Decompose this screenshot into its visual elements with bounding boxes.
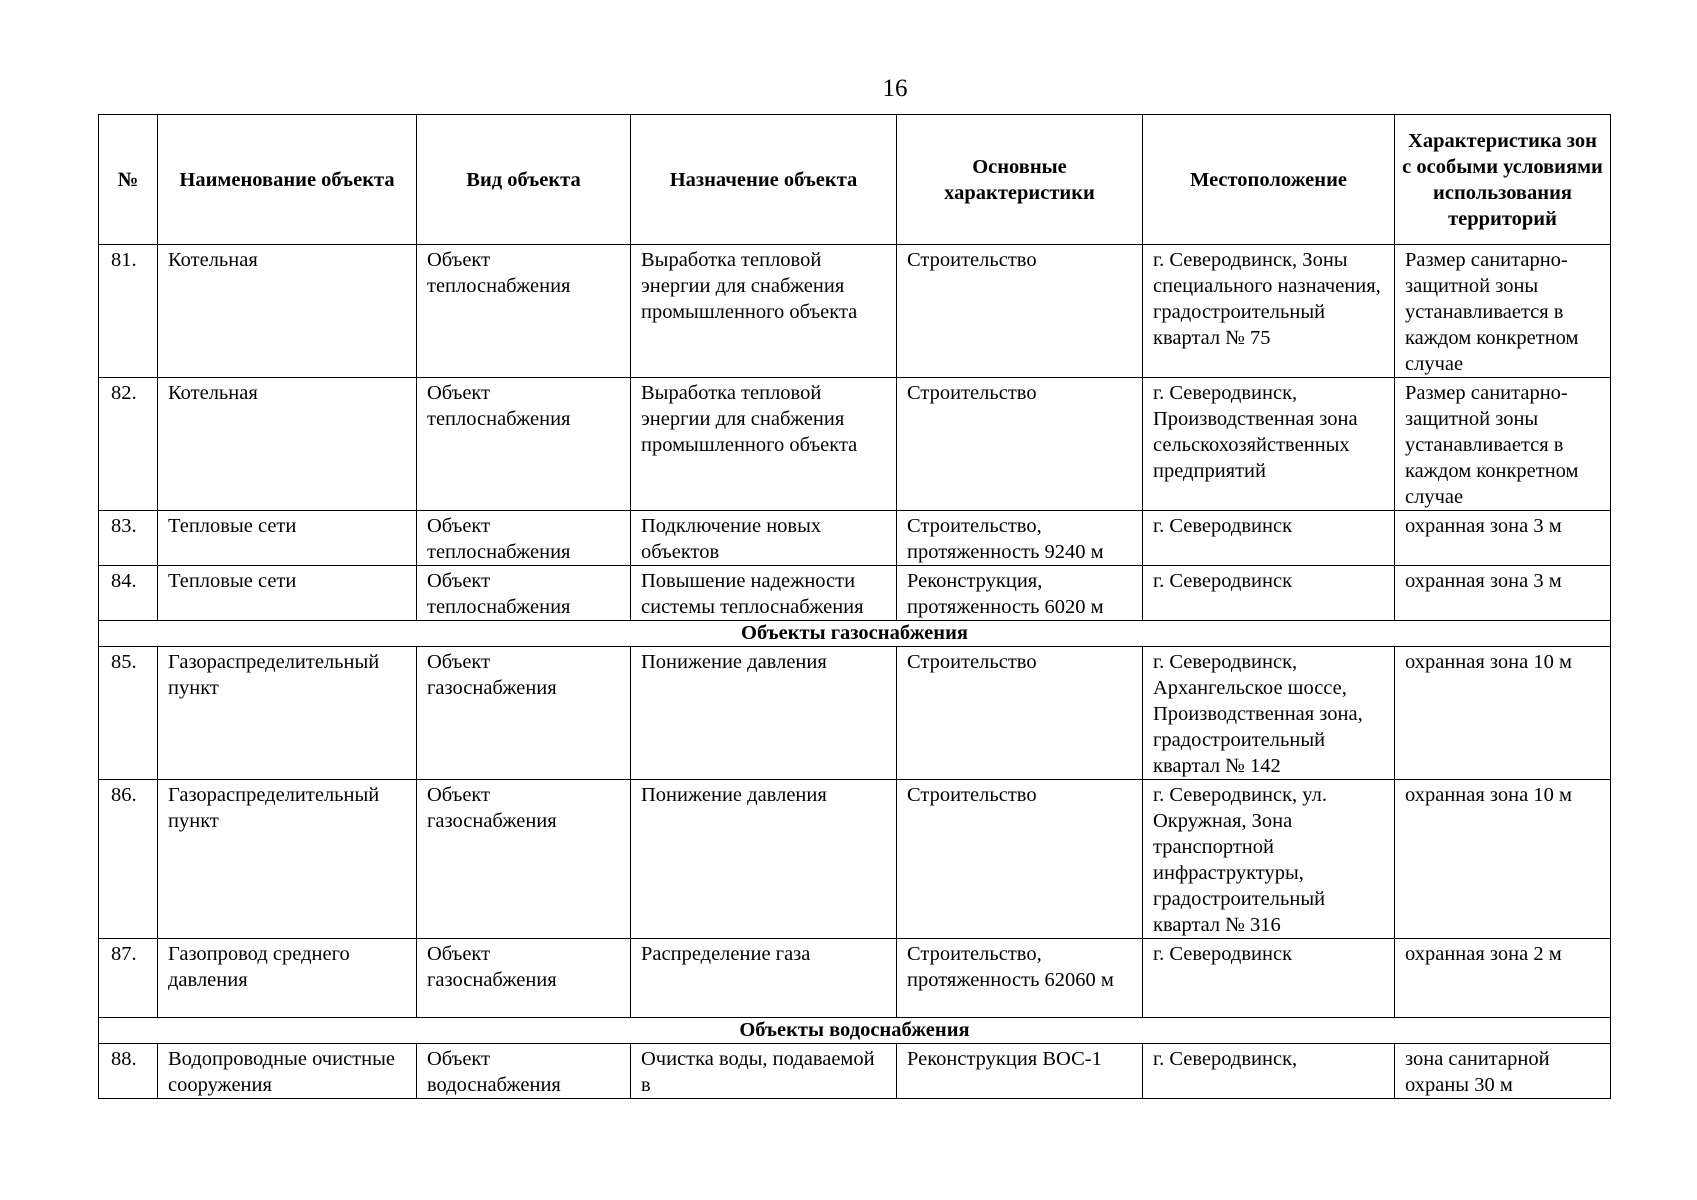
row-location: г. Северодвинск, Архангельское шоссе, Производственная зона, градостроительный квартал № 142 [1143, 647, 1395, 780]
row-purpose: Очистка воды, подаваемой в [631, 1044, 897, 1099]
row-name: Тепловые сети [158, 511, 417, 566]
row-name: Водопроводные очистные сооружения [158, 1044, 417, 1099]
row-zones: Размер санитарно-защитной зоны устанавливается в каждом конкретном случае [1395, 245, 1611, 378]
row-kind: Объект водоснабжения [417, 1044, 631, 1099]
row-name: Газопровод среднего давления [158, 939, 417, 1018]
section-row-water [99, 1018, 1611, 1044]
row-purpose: Понижение давления [631, 647, 897, 780]
row-characteristics: Строительство [897, 647, 1143, 780]
row-zones: охранная зона 3 м [1395, 566, 1611, 621]
row-kind: Объект газоснабжения [417, 780, 631, 939]
row-characteristics: Реконструкция, протяженность 6020 м [897, 566, 1143, 621]
row-num: 86. [99, 780, 158, 939]
table-row [99, 780, 1611, 939]
row-location: г. Северодвинск, Зоны специального назначения, градостроительный квартал № 75 [1143, 245, 1395, 378]
row-purpose: Выработка тепловой энергии для снабжения промышленного объекта [631, 245, 897, 378]
row-name: Газораспределительный пункт [158, 647, 417, 780]
row-characteristics: Строительство, протяженность 9240 м [897, 511, 1143, 566]
row-name: Котельная [158, 378, 417, 511]
header-name: Наименование объекта [158, 115, 417, 245]
section-row-gas [99, 621, 1611, 647]
row-name: Газораспределительный пункт [158, 780, 417, 939]
row-kind: Объект газоснабжения [417, 939, 631, 1018]
row-kind: Объект теплоснабжения [417, 511, 631, 566]
row-num: 87. [99, 939, 158, 1018]
row-num: 88. [99, 1044, 158, 1099]
section-title-water: Объекты водоснабжения [99, 1018, 1611, 1044]
table-row [99, 647, 1611, 780]
page-number: 16 [882, 75, 908, 102]
header-characteristics: Основные характеристики [897, 115, 1143, 245]
row-num: 82. [99, 378, 158, 511]
row-kind: Объект теплоснабжения [417, 245, 631, 378]
row-characteristics: Строительство [897, 245, 1143, 378]
row-location: г. Северодвинск [1143, 566, 1395, 621]
header-purpose: Назначение объекта [631, 115, 897, 245]
table-row [99, 1044, 1611, 1099]
row-zones: охранная зона 3 м [1395, 511, 1611, 566]
row-zones: зона санитарной охраны 30 м [1395, 1044, 1611, 1099]
row-kind: Объект газоснабжения [417, 647, 631, 780]
row-location: г. Северодвинск, [1143, 1044, 1395, 1099]
row-kind: Объект теплоснабжения [417, 566, 631, 621]
row-location: г. Северодвинск, ул. Окружная, Зона транспортной инфраструктуры, градостроительный квартал № 316 [1143, 780, 1395, 939]
row-characteristics: Строительство [897, 378, 1143, 511]
row-num: 83. [99, 511, 158, 566]
row-num: 85. [99, 647, 158, 780]
table-row [99, 566, 1611, 621]
row-purpose: Распределение газа [631, 939, 897, 1018]
row-location: г. Северодвинск, Производственная зона сельскохозяйственных предприятий [1143, 378, 1395, 511]
row-zones: Размер санитарно-защитной зоны устанавливается в каждом конкретном случае [1395, 378, 1611, 511]
header-kind: Вид объекта [417, 115, 631, 245]
row-num: 81. [99, 245, 158, 378]
row-purpose: Выработка тепловой энергии для снабжения промышленного объекта [631, 378, 897, 511]
header-zones: Характеристика зон с особыми условиями использования территорий [1395, 115, 1611, 245]
row-zones: охранная зона 2 м [1395, 939, 1611, 1018]
table-row [99, 939, 1611, 1018]
header-num: № [99, 115, 158, 245]
row-location: г. Северодвинск [1143, 511, 1395, 566]
table-row [99, 511, 1611, 566]
table-header-row [99, 115, 1611, 245]
row-characteristics: Строительство [897, 780, 1143, 939]
row-purpose: Подключение новых объектов [631, 511, 897, 566]
row-kind: Объект теплоснабжения [417, 378, 631, 511]
row-name: Тепловые сети [158, 566, 417, 621]
row-name: Котельная [158, 245, 417, 378]
row-characteristics: Реконструкция ВОС-1 [897, 1044, 1143, 1099]
section-title-gas: Объекты газоснабжения [99, 621, 1611, 647]
row-purpose: Понижение давления [631, 780, 897, 939]
row-characteristics: Строительство, протяженность 62060 м [897, 939, 1143, 1018]
table-row [99, 378, 1611, 511]
row-purpose: Повышение надежности системы теплоснабжения [631, 566, 897, 621]
row-zones: охранная зона 10 м [1395, 780, 1611, 939]
row-zones: охранная зона 10 м [1395, 647, 1611, 780]
table-row [99, 245, 1611, 378]
header-location: Местоположение [1143, 115, 1395, 245]
row-location: г. Северодвинск [1143, 939, 1395, 1018]
row-num: 84. [99, 566, 158, 621]
objects-table [98, 114, 1611, 1099]
